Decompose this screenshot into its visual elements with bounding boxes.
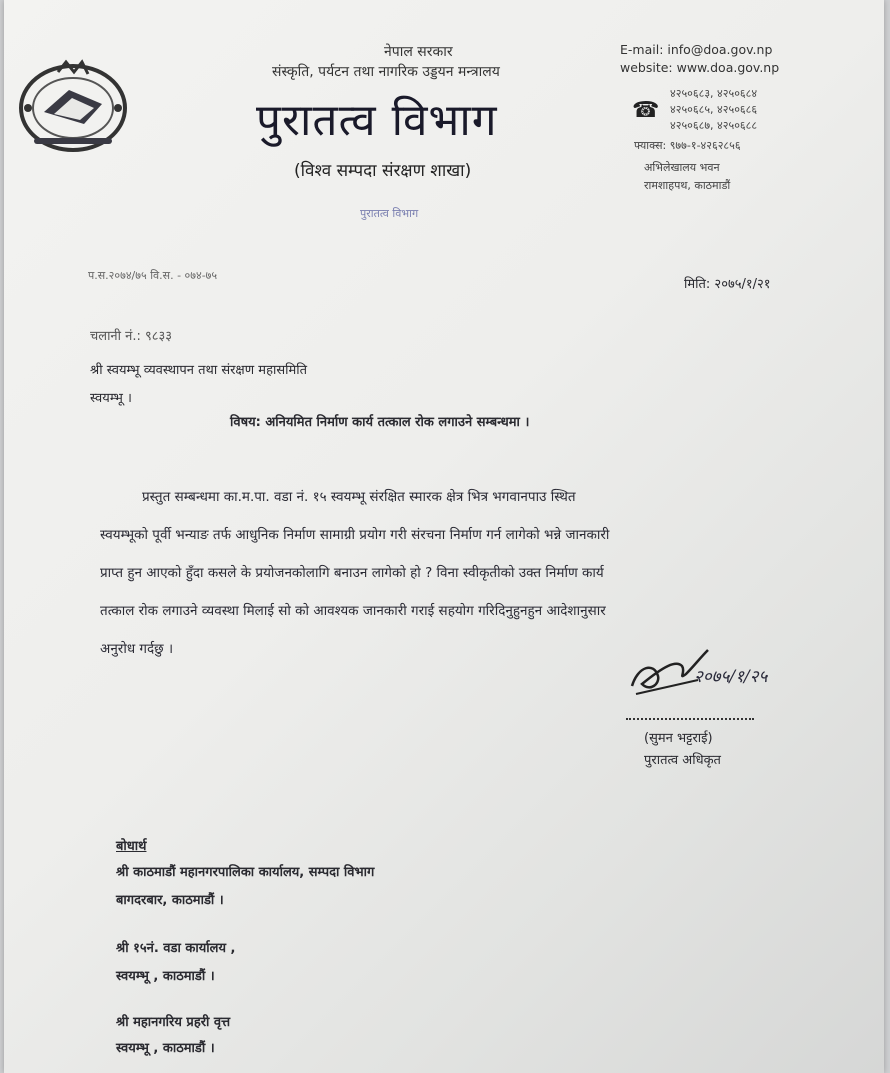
phone-line-2: ४२५०६८५, ४२५०६८६: [670, 103, 758, 116]
body-line-1: प्रस्तुत सम्बन्धमा का.म.पा. वडा नं. १५ स्वयम्भू संरक्षित स्मारक क्षेत्र भित्र भगवानपाउ स्थित: [142, 489, 576, 505]
phone-line-1: ४२५०६८३, ४२५०६८४: [670, 87, 758, 100]
department-title: पुरातत्व विभाग: [256, 95, 498, 146]
address-line-2: रामशाहपथ, काठमाडौं: [644, 179, 731, 192]
branch-name: (विश्व सम्पदा संरक्षण शाखा): [294, 161, 472, 181]
address-line-1: अभिलेखालय भवन: [644, 161, 720, 174]
cc-entry-3-line-2: स्वयम्भू , काठमाडौं ।: [116, 1041, 215, 1056]
contact-website: website: www.doa.gov.np: [620, 60, 780, 75]
body-line-2: स्वयम्भूको पूर्वी भन्याङ तर्फ आधुनिक निर्माण सामाग्री प्रयोग गरी संरचना निर्माण गर्न लागेको भन्ने जानकारी: [100, 527, 610, 543]
cc-entry-1-line-1: श्री काठमाडौं महानगरपालिका कार्यालय, सम्पदा विभाग: [116, 865, 375, 880]
cc-entry-1-line-2: बागदरबार, काठमाडौं ।: [116, 893, 224, 908]
body-line-3: प्राप्त हुन आएको हुँदा कसले के प्रयोजनकोलागि बनाउन लागेको हो ? विना स्वीकृतीको उक्त निर्माण कार्य: [100, 565, 604, 581]
phone-icon: ☎: [632, 98, 660, 123]
signature-line: [626, 718, 754, 720]
contact-email: E-mail: info@doa.gov.np: [620, 42, 773, 57]
letter-date: मिति: २०७५/१/२१: [684, 277, 771, 292]
dispatch-number: चलानी नं.: ९८३३: [90, 329, 173, 344]
contact-fax: फ्याक्स: ९७७-१-४२६२८५६: [634, 139, 741, 152]
cc-entry-2-line-1: श्री १५नं. वडा कार्यालय ,: [116, 941, 236, 956]
reference-number: प.स.२०७४/७५ वि.स. - ०७४-७५: [88, 269, 218, 282]
ministry-name: संस्कृति, पर्यटन तथा नागरिक उड्डयन मन्त्रालय: [272, 64, 500, 80]
government-name: नेपाल सरकार: [384, 44, 453, 60]
letter-subject: विषय: अनियमित निर्माण कार्य तत्काल रोक लगाउने सम्बन्धमा ।: [230, 415, 530, 430]
phone-line-3: ४२५०६८७, ४२५०६८८: [670, 119, 758, 132]
body-line-5: अनुरोध गर्दछु ।: [100, 641, 174, 657]
recipient-line-1: श्री स्वयम्भू व्यवस्थापन तथा संरक्षण महासमिति: [90, 363, 308, 378]
letter-page: [4, 0, 884, 1073]
cc-entry-3-line-1: श्री महानगरिय प्रहरी वृत्त: [116, 1015, 231, 1030]
signatory-title: पुरातत्व अधिकृत: [644, 753, 721, 768]
nepal-emblem-icon: [14, 52, 132, 156]
cc-heading: बोधार्थ: [116, 839, 147, 854]
signatory-name: (सुमन भट्टराई): [644, 731, 713, 746]
recipient-line-2: स्वयम्भू ।: [90, 391, 132, 406]
cc-entry-2-line-2: स्वयम्भू , काठमाडौं ।: [116, 969, 215, 984]
faint-stamp: पुरातत्व विभाग: [360, 207, 419, 220]
signature-date: २०७५/१/२५: [694, 667, 768, 687]
body-line-4: तत्काल रोक लगाउने व्यवस्था मिलाई सो को आवश्यक जानकारी गराई सहयोग गरिदिनुहुनहुन आदेशानुसार: [100, 603, 606, 619]
